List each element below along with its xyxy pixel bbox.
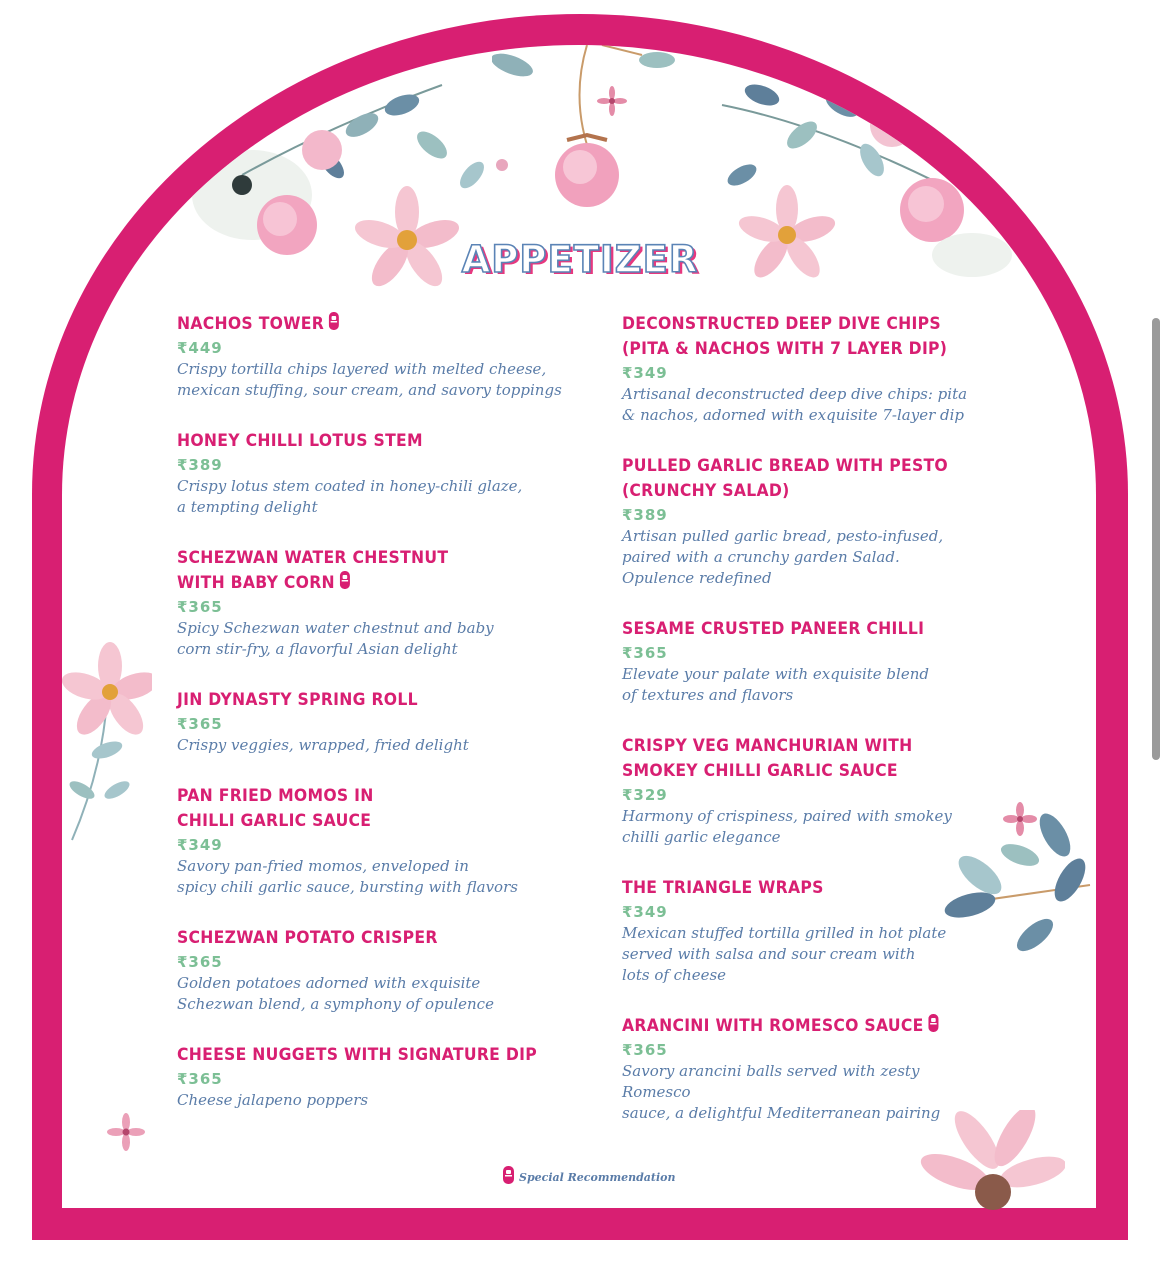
menu-column-right	[622, 312, 992, 1152]
menu-item-price: ₹389	[622, 506, 668, 524]
menu-item-price: ₹365	[622, 644, 668, 662]
menu-item	[177, 1043, 597, 1111]
menu-item-price: ₹365	[177, 953, 223, 971]
page-title: APPETIZER	[461, 238, 699, 281]
menu-column-left	[177, 312, 597, 1139]
menu-item-price: ₹349	[622, 903, 668, 921]
menu-item-name: CHEESE NUGGETS WITH SIGNATURE DIP	[177, 1045, 537, 1065]
menu-item-price: ₹365	[177, 715, 223, 733]
menu-item-price: ₹365	[177, 1070, 223, 1088]
menu-item-name: PULLED GARLIC BREAD WITH PESTO (CRUNCHY SALAD)	[622, 456, 949, 501]
menu-item	[622, 312, 992, 426]
floral-decoration-top-center	[492, 45, 682, 215]
menu-item-price: ₹349	[177, 836, 223, 854]
menu-item-price: ₹389	[177, 456, 223, 474]
menu-item-name: THE TRIANGLE WRAPS	[622, 878, 824, 898]
menu-item-name: DECONSTRUCTED DEEP DIVE CHIPS (PITA & NACHOS WITH 7 LAYER DIP)	[622, 314, 948, 359]
menu-item-price: ₹329	[622, 786, 668, 804]
menu-item	[177, 312, 597, 401]
menu-item-description: Cheese jalapeno poppers	[177, 1091, 369, 1109]
menu-item-name: HONEY CHILLI LOTUS STEM	[177, 431, 423, 451]
menu-item-name: NACHOS TOWER	[177, 312, 563, 337]
menu-item-price: ₹365	[622, 1041, 668, 1059]
menu-item-description: Crispy tortilla chips layered with melted cheese, mexican stuffing, sour cream, and savory toppings	[177, 360, 562, 399]
menu-item	[177, 688, 597, 756]
menu-item	[622, 1014, 992, 1124]
menu-item	[622, 876, 992, 986]
menu-item-description: Artisan pulled garlic bread, pesto-infused, paired with a crunchy garden Salad. Opulence redefined	[622, 527, 944, 587]
menu-item-price: ₹349	[622, 364, 668, 382]
menu-item-description: Savory pan-fried momos, enveloped in spicy chili garlic sauce, bursting with flavors	[177, 857, 518, 896]
special-recommendation-icon	[928, 1014, 938, 1032]
menu-item-description: Savory arancini balls served with zesty Romesco sauce, a delightful Mediterranean pairing	[622, 1062, 941, 1122]
menu-item-name: ARANCINI WITH ROMESCO SAUCE	[622, 1014, 962, 1039]
menu-item	[622, 617, 992, 706]
menu-item-description: Elevate your palate with exquisite blend of textures and flavors	[622, 665, 929, 704]
menu-item-description: Spicy Schezwan water chestnut and baby corn stir-fry, a flavorful Asian delight	[177, 619, 494, 658]
special-recommendation-icon	[340, 571, 350, 589]
menu-item-name: PAN FRIED MOMOS IN CHILLI GARLIC SAUCE	[177, 786, 374, 831]
menu-item-name: JIN DYNASTY SPRING ROLL	[177, 690, 418, 710]
menu-item	[177, 926, 597, 1015]
menu-item-description: Crispy veggies, wrapped, fried delight	[177, 736, 469, 754]
floral-decoration-bottom-left	[106, 1112, 146, 1152]
menu-item	[177, 784, 597, 898]
special-recommendation-icon	[329, 312, 339, 330]
menu-item	[177, 429, 597, 518]
menu-item-name: SESAME CRUSTED PANEER CHILLI	[622, 619, 925, 639]
scrollbar[interactable]	[1152, 318, 1160, 760]
menu-item-description: Artisanal deconstructed deep dive chips: pita & nachos, adorned with exquisite 7-layer dip	[622, 385, 968, 424]
menu-item-price: ₹365	[177, 598, 223, 616]
menu-item-name: CRISPY VEG MANCHURIAN WITH SMOKEY CHILLI GARLIC SAUCE	[622, 736, 913, 781]
menu-item-name: SCHEZWAN POTATO CRISPER	[177, 928, 438, 948]
menu-item-name: SCHEZWAN WATER CHESTNUT WITH BABY CORN	[177, 548, 449, 593]
special-recommendation-icon	[503, 1166, 514, 1184]
menu-item-price: ₹449	[177, 339, 223, 357]
menu-item-description: Crispy lotus stem coated in honey-chili glaze, a tempting delight	[177, 477, 523, 516]
legend	[503, 1166, 676, 1184]
menu-item	[177, 546, 597, 660]
menu-item	[622, 734, 992, 848]
menu-item-description: Golden potatoes adorned with exquisite Schezwan blend, a symphony of opulence	[177, 974, 494, 1013]
floral-decoration-left	[62, 640, 152, 850]
menu-item-description: Mexican stuffed tortilla grilled in hot plate served with salsa and sour cream with lots of cheese	[622, 924, 947, 984]
menu-item	[622, 454, 992, 589]
legend-label: Special Recommendation	[519, 1171, 676, 1184]
menu-item-description: Harmony of crispiness, paired with smokey chilli garlic elegance	[622, 807, 952, 846]
